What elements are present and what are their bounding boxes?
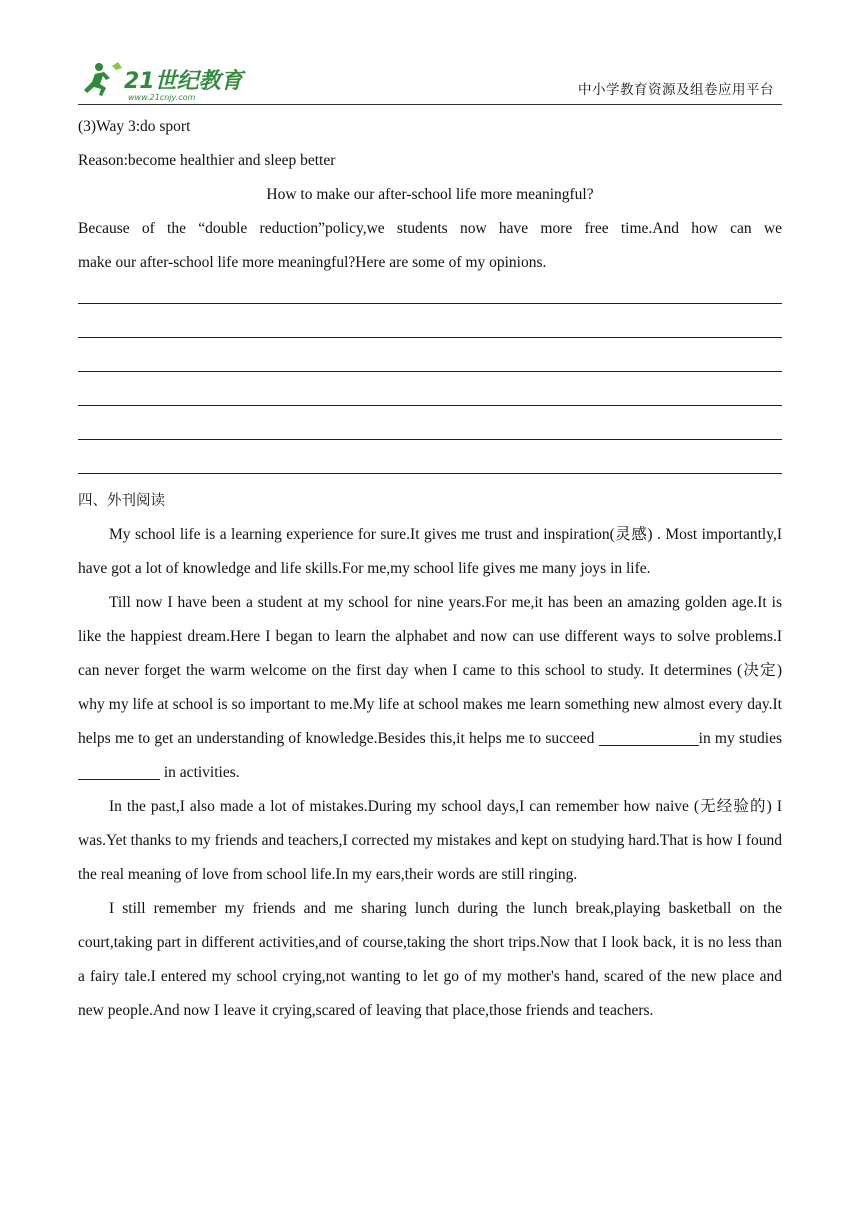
logo-url: www.21cnjy.com bbox=[128, 93, 196, 102]
platform-title: 中小学教育资源及组卷应用平台 bbox=[578, 82, 774, 98]
page-header bbox=[78, 58, 782, 105]
essay-title: How to make our after-school life more meaningful? bbox=[266, 186, 594, 203]
writing-blank-line[interactable] bbox=[78, 450, 782, 484]
paragraph-2 bbox=[78, 586, 782, 790]
paragraph-3: In the past,I also made a lot of mistakes.During my school days,I can remember how naive (无经验的) I was.Yet thanks to my friends and teachers,I corrected my mistakes and kept on studying hard.That is how I found the real meaning of love from school life.In my ears,their words are still ringing. bbox=[78, 798, 782, 883]
paragraph-2-end: in activities. bbox=[163, 764, 240, 781]
answer-blank-2[interactable] bbox=[78, 763, 160, 780]
writing-blank-line[interactable] bbox=[78, 314, 782, 348]
paragraph-2-text: Till now I have been a student at my school for nine years.For me,it has been an amazing golden age.It is like the happiest dream.Here I began to learn the alphabet and now can use different ways to solve problems.I can never forget the warm welcome on the first day when I came to this school to study. It determines (决定) why my life at school is so important to me.My life at school makes me learn something new almost every day.It helps me to get an understanding of knowledge.Besides this,it helps me to succeed bbox=[78, 594, 782, 747]
writing-blank-line[interactable] bbox=[78, 382, 782, 416]
document-body bbox=[78, 110, 782, 1028]
writing-blank-line[interactable] bbox=[78, 280, 782, 314]
essay-intro-line2: make our after-school life more meaningful?Here are some of my opinions. bbox=[78, 254, 547, 271]
writing-blank-line[interactable] bbox=[78, 348, 782, 382]
reason-line: Reason:become healthier and sleep better bbox=[78, 152, 336, 169]
way3-line: (3)Way 3:do sport bbox=[78, 118, 191, 135]
logo-text: 21世纪教育 bbox=[124, 69, 243, 94]
logo bbox=[78, 60, 248, 102]
answer-blank-1[interactable] bbox=[599, 729, 699, 746]
paragraph-1: My school life is a learning experience for sure.It gives me trust and inspiration(灵感) . Most importantly,I have got a lot of knowledge and life skills.For me,my school life gives me many joys in life. bbox=[78, 526, 782, 577]
runner-icon bbox=[84, 62, 122, 96]
writing-blank-line[interactable] bbox=[78, 416, 782, 450]
paragraph-4: I still remember my friends and me sharing lunch during the lunch break,playing basketball on the court,taking part in different activities,and of course,taking the short trips.Now that I look back, it is no less than a fairy tale.I entered my school crying,not wanting to let go of my mother's hand, scared of the new place and new people.And now I leave it crying,scared of leaving that place,those friends and teachers. bbox=[78, 900, 782, 1019]
section-heading: 四、外刊阅读 bbox=[78, 493, 165, 509]
paragraph-2-mid: in my studies bbox=[698, 730, 783, 747]
essay-intro-line1: Because of the “double reduction”policy,we students now have more free time.And how can we bbox=[78, 220, 782, 237]
